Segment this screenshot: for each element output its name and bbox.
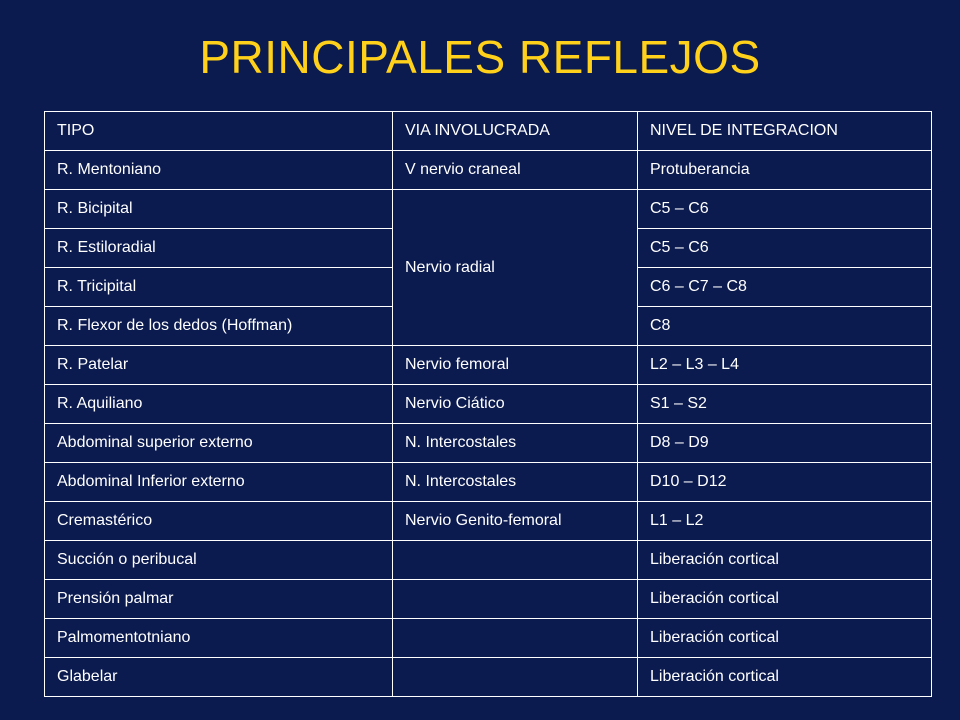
cell-via-empty	[393, 580, 638, 619]
cell-nivel: D10 – D12	[638, 463, 932, 502]
header-nivel: NIVEL DE INTEGRACION	[638, 112, 932, 151]
table-row	[45, 658, 932, 697]
cell-via-merged: Nervio radial	[393, 190, 638, 346]
cell-tipo: Glabelar	[45, 658, 393, 697]
table-row	[45, 541, 932, 580]
cell-tipo: Prensión palmar	[45, 580, 393, 619]
table-row	[45, 502, 932, 541]
table-row	[45, 424, 932, 463]
cell-via-empty	[393, 541, 638, 580]
cell-nivel: Liberación cortical	[638, 580, 932, 619]
cell-tipo: R. Patelar	[45, 346, 393, 385]
cell-nivel: S1 – S2	[638, 385, 932, 424]
table-row	[45, 190, 932, 229]
reflex-table	[44, 111, 932, 697]
cell-via: N. Intercostales	[393, 463, 638, 502]
cell-nivel: L1 – L2	[638, 502, 932, 541]
cell-tipo: Abdominal Inferior externo	[45, 463, 393, 502]
cell-tipo: R. Tricipital	[45, 268, 393, 307]
cell-nivel: Liberación cortical	[638, 619, 932, 658]
cell-nivel: C6 – C7 – C8	[638, 268, 932, 307]
table-row	[45, 385, 932, 424]
table-row	[45, 151, 932, 190]
header-tipo: TIPO	[45, 112, 393, 151]
cell-via: Nervio Genito-femoral	[393, 502, 638, 541]
cell-tipo: Succión o peribucal	[45, 541, 393, 580]
cell-via-empty	[393, 619, 638, 658]
header-via: VIA INVOLUCRADA	[393, 112, 638, 151]
cell-nivel: C5 – C6	[638, 229, 932, 268]
cell-nivel: C8	[638, 307, 932, 346]
cell-via: V nervio craneal	[393, 151, 638, 190]
cell-via: N. Intercostales	[393, 424, 638, 463]
cell-nivel: Liberación cortical	[638, 658, 932, 697]
table-row	[45, 619, 932, 658]
cell-tipo: R. Bicipital	[45, 190, 393, 229]
cell-nivel: L2 – L3 – L4	[638, 346, 932, 385]
cell-via: Nervio femoral	[393, 346, 638, 385]
cell-tipo: R. Estiloradial	[45, 229, 393, 268]
cell-tipo: R. Mentoniano	[45, 151, 393, 190]
table-header-row	[45, 112, 932, 151]
cell-tipo: Abdominal superior externo	[45, 424, 393, 463]
cell-nivel: D8 – D9	[638, 424, 932, 463]
table-row	[45, 463, 932, 502]
cell-nivel: Protuberancia	[638, 151, 932, 190]
cell-tipo: Palmomentotniano	[45, 619, 393, 658]
cell-nivel: C5 – C6	[638, 190, 932, 229]
cell-tipo: Cremastérico	[45, 502, 393, 541]
cell-tipo: R. Flexor de los dedos (Hoffman)	[45, 307, 393, 346]
cell-tipo: R. Aquiliano	[45, 385, 393, 424]
table-row	[45, 346, 932, 385]
slide-title: PRINCIPALES REFLEJOS	[199, 31, 761, 83]
cell-via-empty	[393, 658, 638, 697]
table-row	[45, 580, 932, 619]
cell-nivel: Liberación cortical	[638, 541, 932, 580]
cell-via: Nervio Ciático	[393, 385, 638, 424]
